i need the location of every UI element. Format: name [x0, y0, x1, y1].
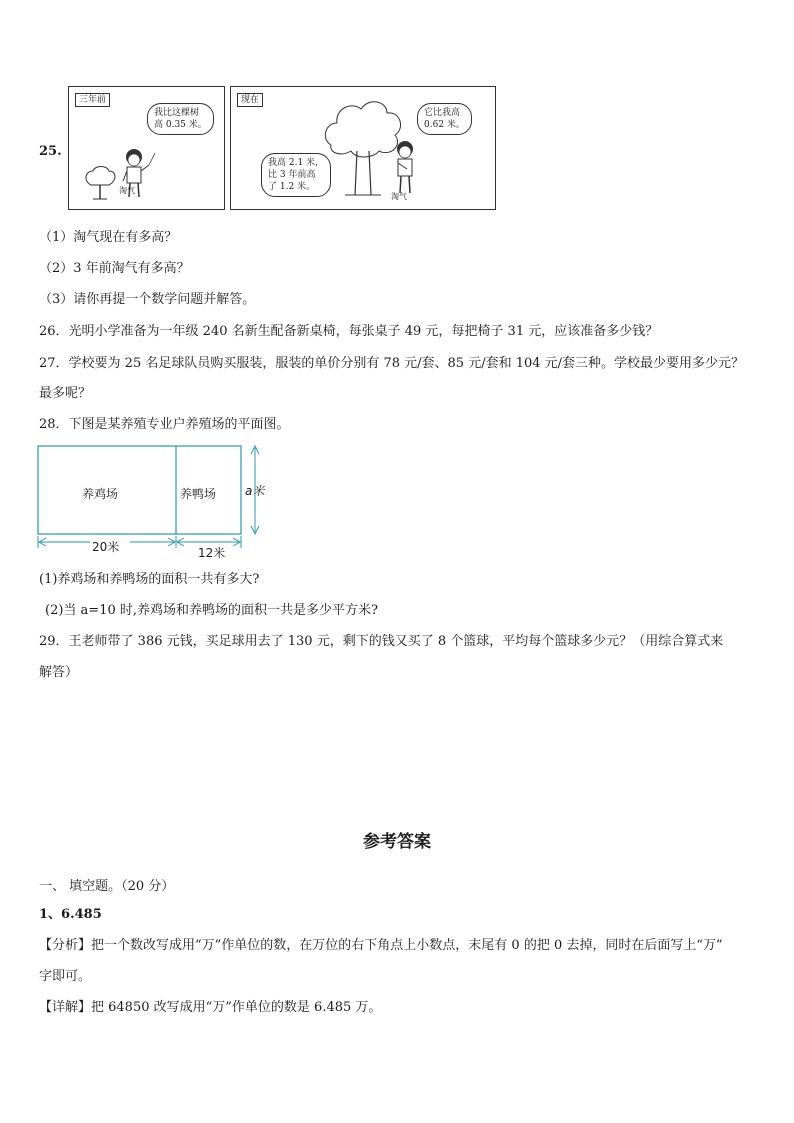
answers-title: 参考答案: [363, 832, 431, 852]
boy-and-big-tree-illustration: [321, 95, 431, 207]
duck-farm-label: 养鸭场: [180, 487, 217, 501]
answer-1-analysis-line1: 【分析】把一个数改写成用“万”作单位的数，在万位的右下角点上小数点，末尾有 0 的把 0 去掉，同时在后面写上“万”: [39, 938, 723, 953]
width-label-chicken: 20米: [92, 540, 120, 554]
speech-bubble-boy-past: 我比这棵树 高 0.35 米。: [147, 103, 214, 135]
panel-tag-past: 三年前: [75, 93, 110, 107]
speech-bubble-boy-now: 它比我高 0.62 米。: [417, 103, 472, 135]
chicken-farm-label: 养鸡场: [82, 487, 119, 501]
q27-line1: 27．学校要为 25 名足球队员购买服装，服装的单价分别有 78 元/套、85 元/套和 104 元/套三种。学校最少要用多少元？: [39, 356, 745, 371]
q28-text: 28．下图是某养殖专业户养殖场的平面图。: [39, 417, 290, 432]
q26-text: 26．光明小学准备为一年级 240 名新生配备新桌椅，每张桌子 49 元，每把椅子 31 元，应该准备多少钱？: [39, 324, 659, 339]
farm-plan-diagram: [34, 440, 274, 565]
q25-sub2: （2）3 年前淘气有多高？: [39, 261, 190, 276]
name-label-now: 淘气: [391, 192, 407, 201]
q25-number: 25.: [39, 144, 62, 159]
answer-1-analysis-line2: 字即可。: [39, 969, 92, 984]
answer-1-detail: 【详解】把 64850 改写成用“万”作单位的数是 6.485 万。: [39, 1000, 382, 1015]
q28-sub1: (1)养鸡场和养鸭场的面积一共有多大?: [39, 572, 260, 587]
cartoon-panel-now: [230, 86, 496, 210]
cartoon-panel-past: [68, 86, 225, 210]
panel-tag-now: 现在: [237, 93, 263, 107]
width-label-duck: 12米: [198, 546, 226, 560]
q29-line1: 29．王老师带了 386 元钱，买足球用去了 130 元，剩下的钱又买了 8 个篮球，平均每个篮球多少元？（用综合算式来: [39, 634, 724, 649]
q25-sub3: （3）请你再提一个数学问题并解答。: [39, 292, 256, 307]
q29-line2: 解答）: [39, 665, 79, 680]
name-label-past: 淘气: [119, 186, 135, 195]
speech-bubble-tree-now: 我高 2.1 米， 比 3 年前高 了 1.2 米。: [261, 153, 331, 197]
q28-sub2: (2)当 a=10 时,养鸡场和养鸭场的面积一共是多少平方米?: [45, 603, 378, 618]
height-label: a米: [245, 484, 265, 498]
q27-line2: 最多呢？: [39, 386, 92, 401]
boy-and-small-tree-illustration: [79, 127, 219, 207]
answer-1: 1、6.485: [39, 907, 102, 922]
answers-section-heading: 一、 填空题。（20 分）: [39, 879, 175, 894]
q25-sub1: （1）淘气现在有多高？: [39, 230, 178, 245]
